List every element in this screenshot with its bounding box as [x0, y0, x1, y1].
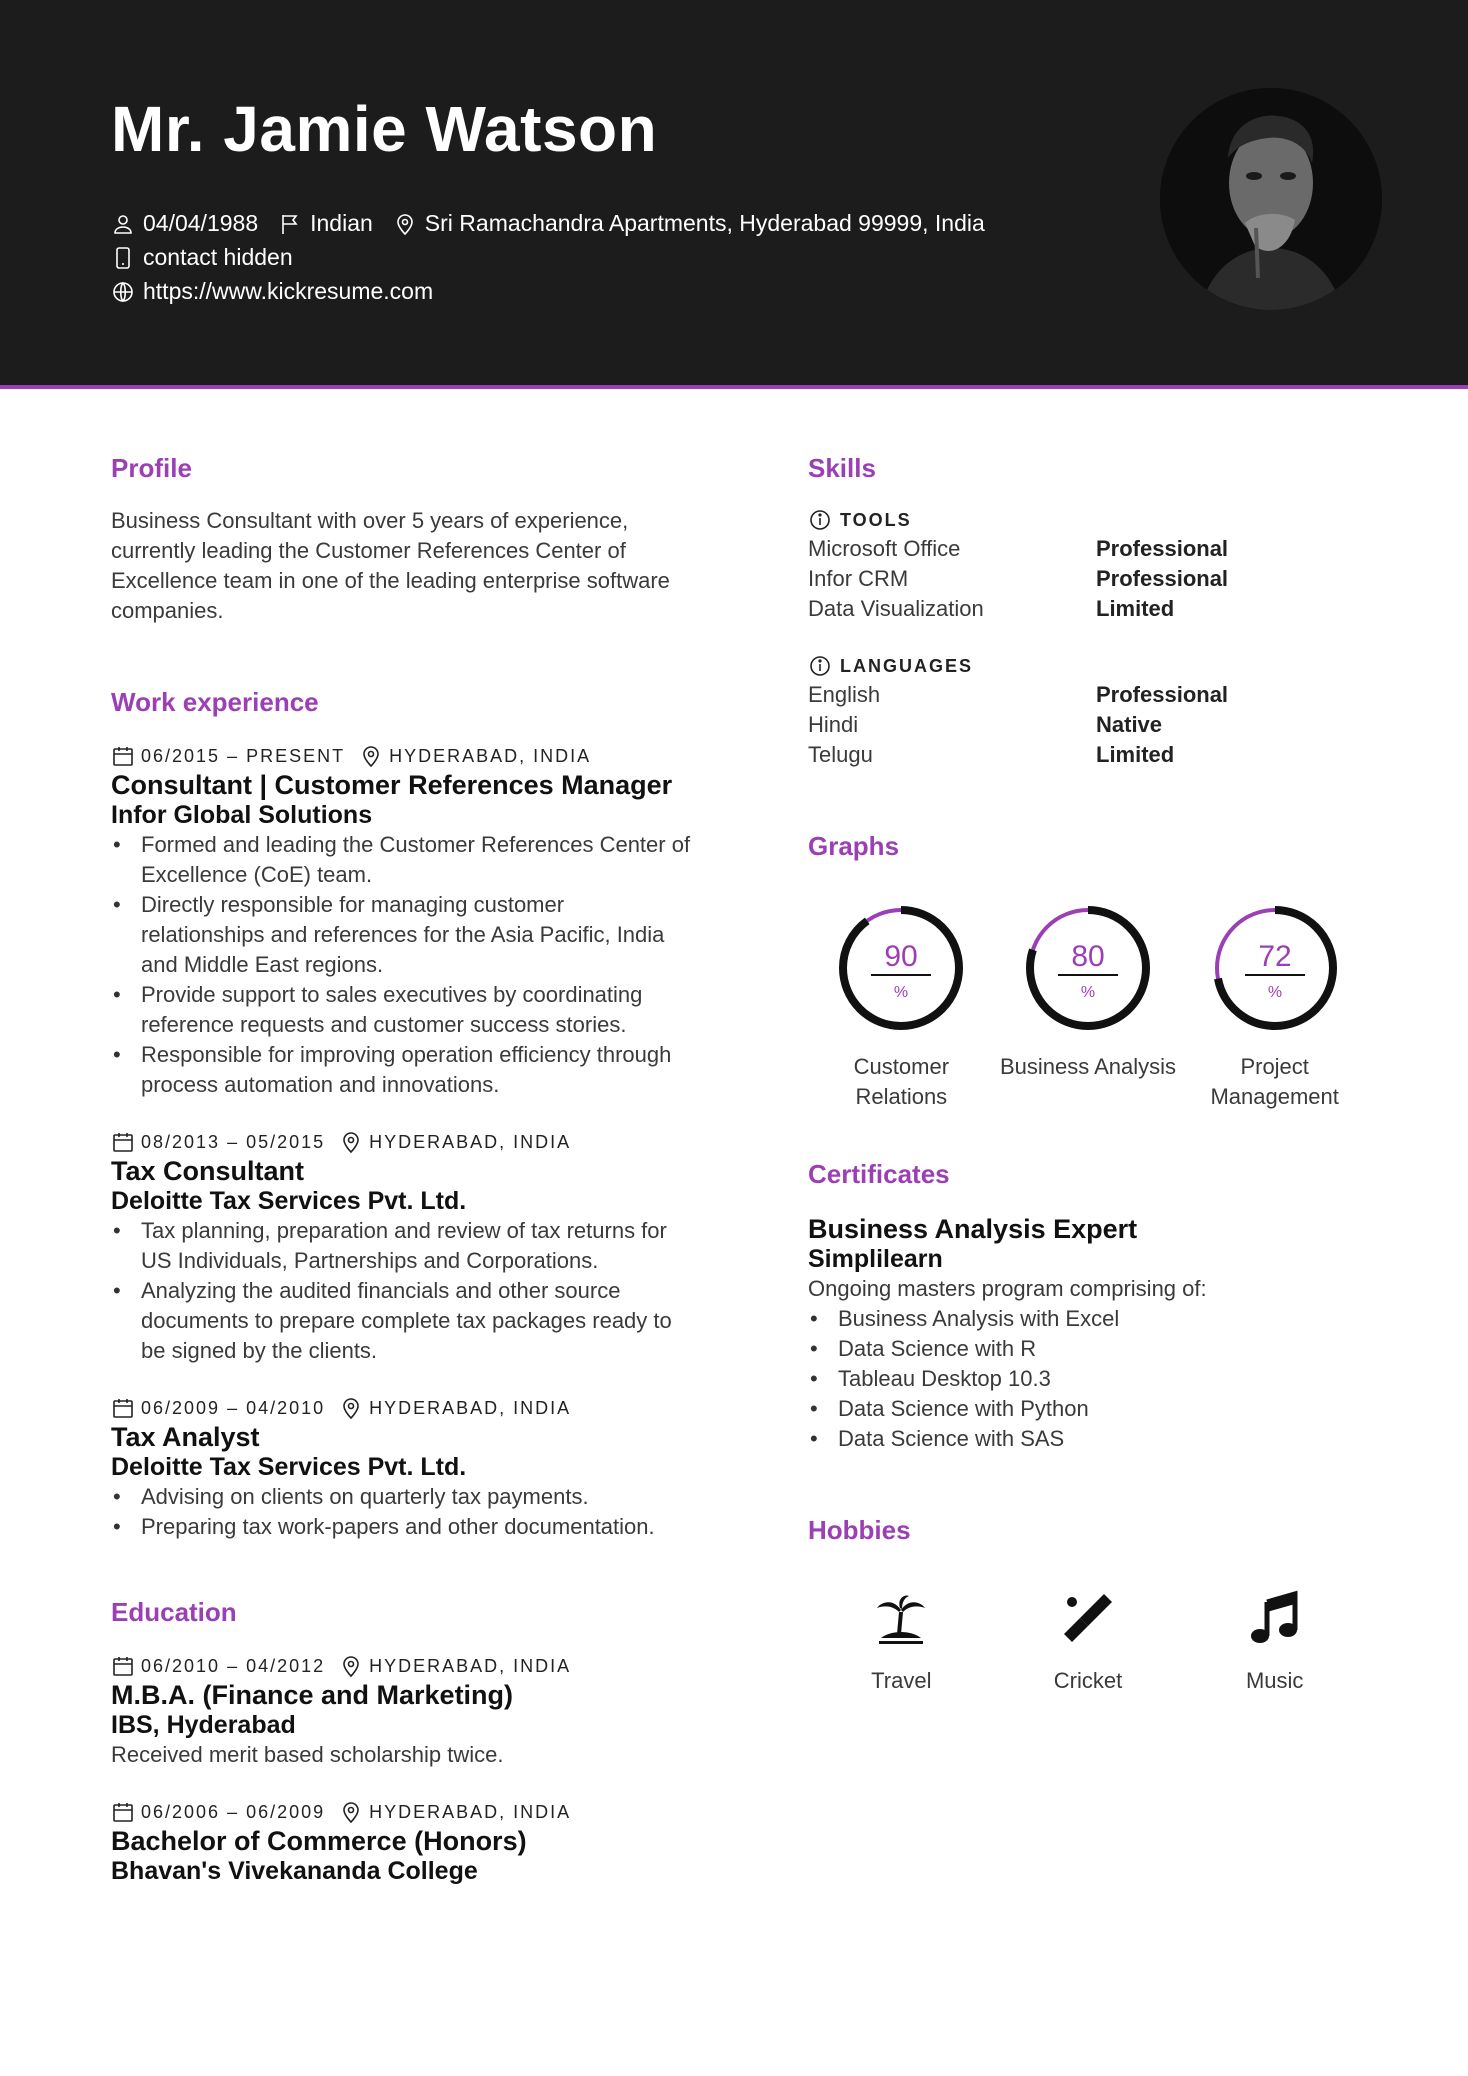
school-name: IBS, Hyderabad — [111, 1711, 296, 1739]
skills-group-tools — [808, 506, 1368, 624]
ring-unit: % — [1080, 984, 1096, 1001]
job-bullet: • Directly responsible for managing customer relationships and references for the Asia Pacific, India and Middle East regions. — [141, 890, 691, 980]
graph-item — [808, 904, 995, 1112]
job-company: Infor Global Solutions — [111, 801, 373, 829]
job-bullet: • Advising on clients on quarterly tax payments. — [141, 1482, 691, 1512]
location-pin-icon — [359, 744, 383, 768]
hobby-label: Music — [1245, 1668, 1304, 1693]
work-experience-heading: Work experience — [111, 687, 319, 717]
graphs-heading: Graphs — [808, 831, 900, 861]
location-pin-icon — [339, 1396, 363, 1420]
ring-unit: % — [894, 984, 909, 1001]
job-title: Tax Analyst — [111, 1422, 260, 1452]
job-bullet: • Tax planning, preparation and review of tax returns for US Individuals, Partnerships and Corporations. — [141, 1216, 691, 1276]
education-entry — [111, 1652, 691, 1770]
certificate-bullets — [808, 1304, 1368, 1454]
calendar-icon — [111, 1654, 135, 1678]
graph-item — [1181, 904, 1368, 1112]
school-name: Bhavan's Vivekananda College — [111, 1857, 478, 1885]
certificate-bullet: • Data Science with Python — [838, 1394, 1368, 1424]
job-location-text: HYDERABAD, INDIA — [369, 1131, 572, 1152]
job-bullet: • Preparing tax work-papers and other documentation. — [141, 1512, 691, 1542]
certificate-bullet: • Data Science with SAS — [838, 1424, 1368, 1454]
flag-icon — [278, 212, 302, 236]
ring-unit: % — [1267, 984, 1282, 1001]
job-title: Tax Consultant — [111, 1156, 305, 1186]
graph-label: Customer Relations — [853, 1054, 950, 1109]
graph-label: Project Management — [1210, 1054, 1339, 1109]
skill-row — [808, 534, 1368, 564]
skill-name: Microsoft Office — [808, 536, 961, 561]
hobbies-list — [808, 1588, 1368, 1696]
education-entry — [111, 1798, 691, 1886]
nationality-text: Indian — [310, 210, 373, 236]
ring-value: 80 — [1071, 940, 1105, 973]
education-note: Received merit based scholarship twice. — [111, 1742, 504, 1767]
degree-title: Bachelor of Commerce (Honors) — [111, 1826, 527, 1856]
address-text: Sri Ramachandra Apartments, Hyderabad 99999, India — [424, 210, 985, 236]
job-title: Consultant | Customer References Manager — [111, 770, 673, 800]
job-location-text: HYDERABAD, INDIA — [369, 1397, 572, 1418]
candidate-name: Mr. Jamie Watson — [111, 93, 658, 165]
person-icon — [111, 212, 135, 236]
profile-line: currently leading the Customer References Center of — [111, 538, 626, 563]
website-link[interactable]: https://www.kickresume.com — [143, 278, 434, 304]
job-entry — [111, 742, 691, 1100]
resume-header — [0, 0, 1468, 389]
job-location-text: HYDERABAD, INDIA — [389, 745, 592, 766]
job-company: Deloitte Tax Services Pvt. Ltd. — [111, 1453, 467, 1481]
job-location — [339, 1396, 571, 1420]
job-bullet: • Formed and leading the Customer References Center of Excellence (CoE) team. — [141, 830, 691, 890]
skill-graphs — [808, 904, 1368, 1112]
dob-item — [111, 210, 258, 237]
education-dates: 06/2010 – 04/2012 — [141, 1655, 326, 1676]
location-pin-icon — [339, 1654, 363, 1678]
skill-row — [808, 594, 1368, 624]
certificate-bullet: • Tableau Desktop 10.3 — [838, 1364, 1368, 1394]
graph-label: Business Analysis — [999, 1054, 1177, 1079]
skills-group-heading: LANGUAGES — [808, 652, 1368, 680]
hobbies-heading: Hobbies — [808, 1515, 911, 1545]
job-bullet: • Responsible for improving operation efficiency through process automation and innovations. — [141, 1040, 691, 1100]
location-pin-icon — [393, 212, 417, 236]
dob-text: 04/04/1988 — [143, 210, 259, 236]
job-company: Deloitte Tax Services Pvt. Ltd. — [111, 1187, 467, 1215]
profile-heading: Profile — [111, 453, 192, 483]
skill-level: Limited — [1096, 742, 1175, 767]
portrait-image — [1160, 88, 1382, 310]
job-bullet: • Provide support to sales executives by coordinating reference requests and customer success stories. — [141, 980, 691, 1040]
palm-island-icon — [871, 1588, 931, 1648]
ring-value: 72 — [1257, 940, 1292, 973]
job-bullets — [111, 1216, 691, 1366]
education-location — [339, 1800, 571, 1824]
contact-row-personal — [111, 210, 1005, 237]
skill-level: Limited — [1096, 596, 1175, 621]
skill-row — [808, 564, 1368, 594]
left-column — [111, 450, 691, 1886]
music-note-icon — [1245, 1588, 1305, 1648]
globe-icon — [111, 280, 135, 304]
calendar-icon — [111, 1396, 135, 1420]
hobby-label: Travel — [871, 1668, 932, 1693]
education-location-text: HYDERABAD, INDIA — [369, 1655, 572, 1676]
phone-icon — [111, 246, 135, 270]
graph-item — [995, 904, 1182, 1112]
hobby-label: Cricket — [1053, 1668, 1123, 1693]
job-entry — [111, 1394, 691, 1542]
location-pin-icon — [339, 1800, 363, 1824]
job-bullets — [111, 1482, 691, 1542]
contact-row-phone — [111, 244, 293, 271]
skill-level: Professional — [1096, 566, 1229, 591]
job-dates: 06/2009 – 04/2010 — [141, 1397, 326, 1418]
progress-ring — [837, 904, 965, 1032]
job-meta — [111, 1394, 691, 1422]
hobby-item — [995, 1588, 1182, 1696]
skill-level: Professional — [1096, 536, 1229, 561]
certificate-name: Business Analysis Expert — [808, 1214, 1138, 1244]
job-dates: 08/2013 – 05/2015 — [141, 1131, 326, 1152]
ring-value: 90 — [884, 940, 919, 973]
skill-name: Data Visualization — [808, 596, 984, 621]
skill-level: Professional — [1096, 682, 1229, 707]
skills-group-heading: TOOLS — [808, 506, 1368, 534]
profile-photo — [1160, 88, 1382, 310]
education-heading: Education — [111, 1597, 237, 1627]
profile-line: companies. — [111, 598, 224, 623]
hobby-item — [1181, 1588, 1368, 1696]
job-entry — [111, 1128, 691, 1366]
skill-level: Native — [1096, 712, 1163, 737]
address-item — [393, 210, 985, 237]
progress-ring — [1211, 904, 1339, 1032]
certificates-heading: Certificates — [808, 1159, 950, 1189]
skills-heading: Skills — [808, 453, 876, 483]
education-location — [339, 1654, 571, 1678]
certificate-entry — [808, 1214, 1368, 1454]
job-bullet: • Analyzing the audited financials and other source documents to prepare complete tax packages ready to be signed by the clients. — [141, 1276, 691, 1366]
skills-group-languages — [808, 652, 1368, 770]
nationality-item — [278, 210, 373, 237]
profile-summary — [111, 506, 691, 626]
certificate-issuer: Simplilearn — [808, 1245, 943, 1273]
skill-row — [808, 680, 1368, 710]
skill-row — [808, 740, 1368, 770]
calendar-icon — [111, 1800, 135, 1824]
phone-text: contact hidden — [143, 244, 293, 270]
profile-line: Excellence team in one of the leading enterprise software — [111, 568, 670, 593]
job-dates: 06/2015 – PRESENT — [141, 745, 346, 766]
skill-name: Telugu — [808, 742, 873, 767]
degree-title: M.B.A. (Finance and Marketing) — [111, 1680, 514, 1710]
certificate-bullet: • Data Science with R — [838, 1334, 1368, 1364]
certificate-intro: Ongoing masters program comprising of: — [808, 1276, 1207, 1301]
education-dates: 06/2006 – 06/2009 — [141, 1801, 326, 1822]
skill-name: Infor CRM — [808, 566, 909, 591]
skill-row — [808, 710, 1368, 740]
job-meta — [111, 1128, 691, 1156]
job-meta — [111, 742, 691, 770]
job-location — [339, 1130, 571, 1154]
location-pin-icon — [339, 1130, 363, 1154]
info-icon — [808, 654, 832, 678]
cricket-bat-icon — [1058, 1588, 1118, 1648]
calendar-icon — [111, 744, 135, 768]
job-location — [359, 744, 591, 768]
contact-row-web — [111, 278, 433, 305]
education-meta — [111, 1798, 691, 1826]
job-bullets — [111, 830, 691, 1100]
calendar-icon — [111, 1130, 135, 1154]
hobby-item — [808, 1588, 995, 1696]
skill-name: English — [808, 682, 881, 707]
right-column — [808, 450, 1368, 1696]
certificate-bullet: • Business Analysis with Excel — [838, 1304, 1368, 1334]
profile-line: Business Consultant with over 5 years of experience, — [111, 508, 629, 533]
education-meta — [111, 1652, 691, 1680]
education-location-text: HYDERABAD, INDIA — [369, 1801, 572, 1822]
skill-name: Hindi — [808, 712, 859, 737]
progress-ring — [1024, 904, 1152, 1032]
info-icon — [808, 508, 832, 532]
